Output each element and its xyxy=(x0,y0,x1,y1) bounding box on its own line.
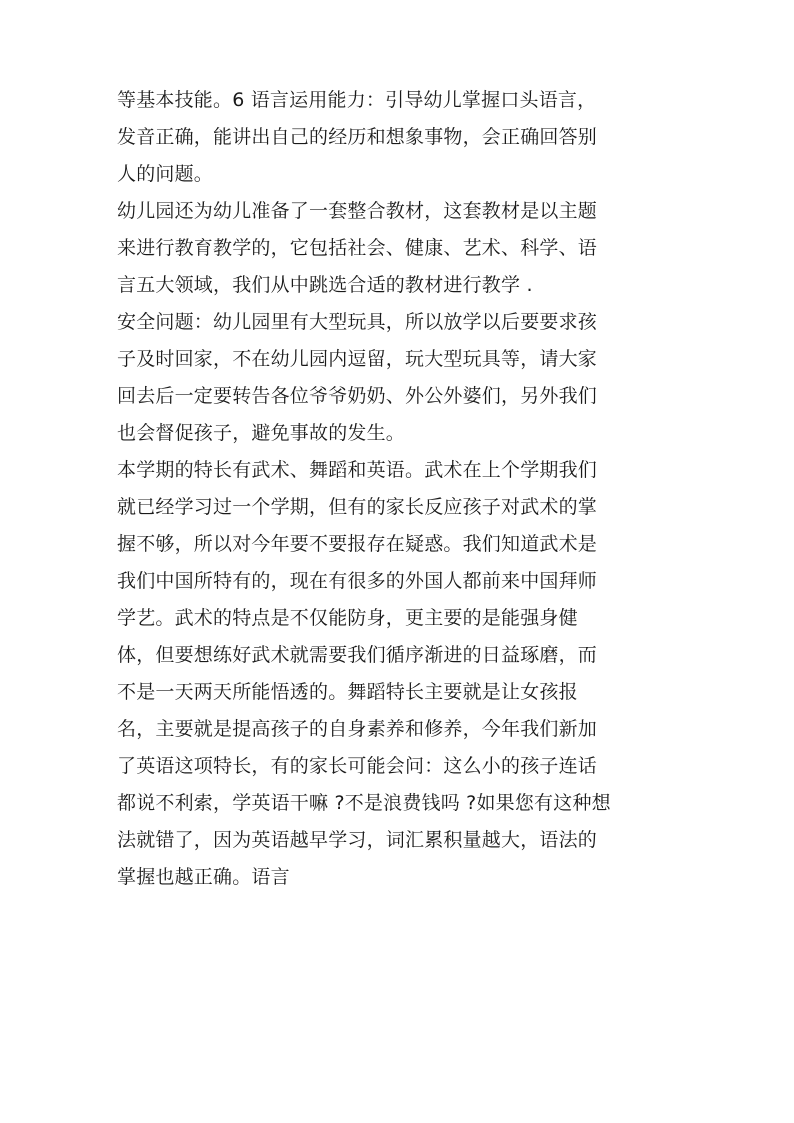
text-line: 安全问题：幼儿园里有大型玩具，所以放学以后要要求孩 xyxy=(117,311,598,333)
text-line: 幼儿园还为幼儿准备了一套整合教材，这套教材是以主题 xyxy=(117,200,598,222)
text-line: 发音正确，能讲出自己的经历和想象事物，会正确回答别 xyxy=(117,126,598,148)
document-body xyxy=(117,82,677,896)
text-line: 名，主要就是提高孩子的自身素养和修养，今年我们新加 xyxy=(117,718,598,740)
text-line: 了英语这项特长，有的家长可能会问：这么小的孩子连话 xyxy=(117,755,598,777)
text-line: 掌握也越正确。语言 xyxy=(117,866,290,888)
text-line: 就已经学习过一个学期，但有的家长反应孩子对武术的掌 xyxy=(117,496,598,518)
text-line: 体，但要想练好武术就需要我们循序渐进的日益琢磨，而 xyxy=(117,644,598,666)
text-line: 回去后一定要转告各位爷爷奶奶、外公外婆们，另外我们 xyxy=(117,385,598,407)
text-line: 学艺。武术的特点是不仅能防身，更主要的是能强身健 xyxy=(117,607,578,629)
text-line: 言五大领域，我们从中跳选合适的教材进行教学 . xyxy=(117,274,533,296)
text-line: 人的问题。 xyxy=(117,163,214,185)
text-line: 我们中国所特有的，现在有很多的外国人都前来中国拜师 xyxy=(117,570,598,592)
text-line: 来进行教育教学的，它包括社会、健康、艺术、科学、语 xyxy=(117,237,598,259)
text-line: 等基本技能。6 语言运用能力：引导幼儿掌握口头语言， xyxy=(117,89,597,111)
text-line: 不是一天两天所能悟透的。舞蹈特长主要就是让女孩报 xyxy=(117,681,578,703)
text-line: 法就错了，因为英语越早学习，词汇累积量越大，语法的 xyxy=(117,829,598,851)
text-line: 子及时回家，不在幼儿园内逗留，玩大型玩具等，请大家 xyxy=(117,348,598,370)
text-line: 本学期的特长有武术、舞蹈和英语。武术在上个学期我们 xyxy=(117,459,598,481)
text-line: 都说不利索，学英语干嘛 ?不是浪费钱吗 ?如果您有这种想 xyxy=(117,792,611,814)
text-line: 也会督促孩子，避免事故的发生。 xyxy=(117,422,406,444)
text-line: 握不够，所以对今年要不要报存在疑惑。我们知道武术是 xyxy=(117,533,598,555)
